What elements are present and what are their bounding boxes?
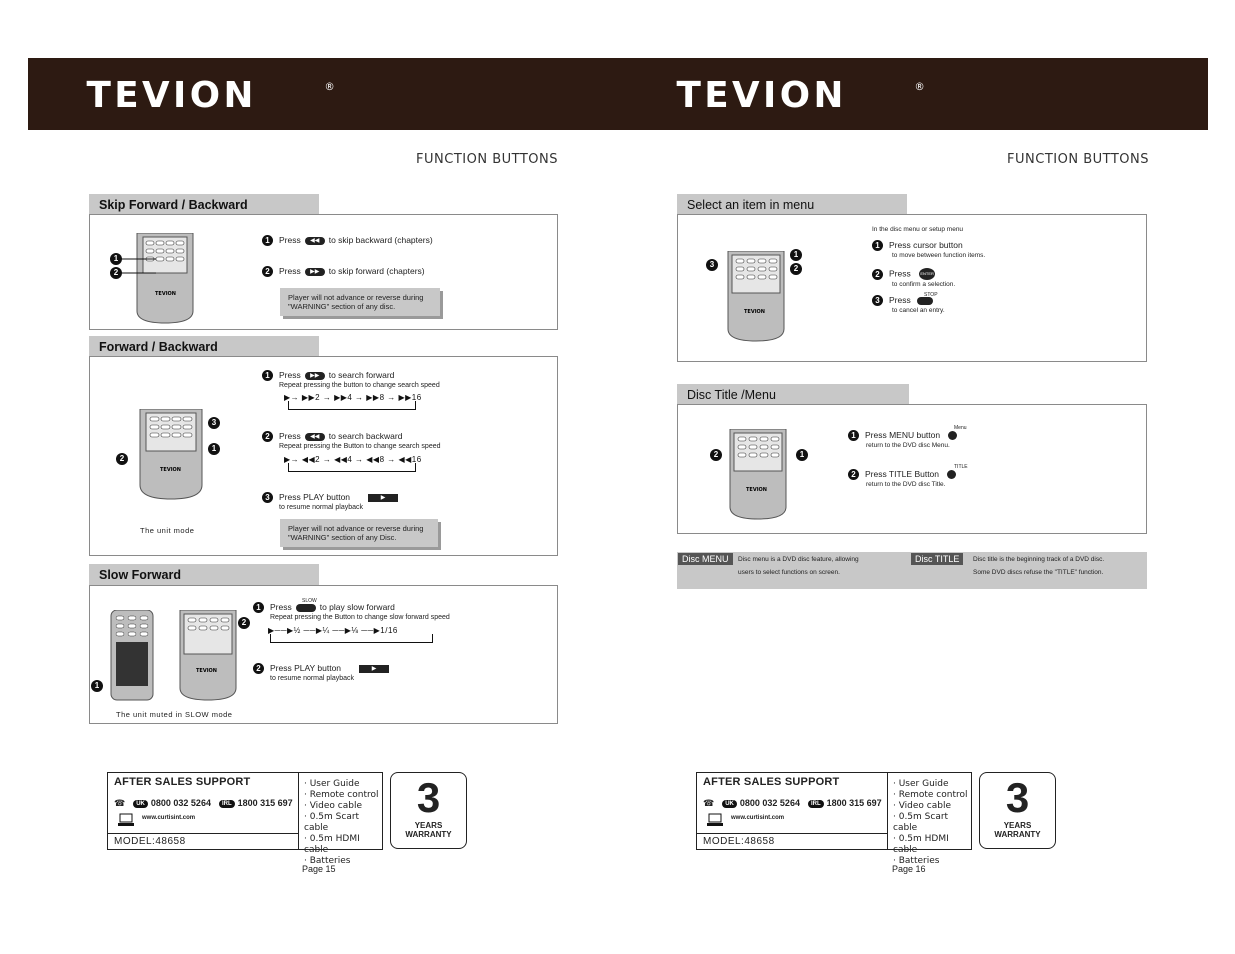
logo-text: TEVION <box>676 78 847 112</box>
support-phones: ☎ UK 0800 032 5264 IRL 1800 315 697 <box>703 798 882 808</box>
page-title: FUNCTION BUTTONS <box>416 152 558 167</box>
fwd-step-2: 2 Press ◀◀ to search backward Repeat pressing the Button to change search speed <box>262 431 441 452</box>
svg-text:®: ® <box>324 81 335 93</box>
model-number: MODEL:48658 <box>114 836 186 847</box>
loop-arrow <box>288 401 416 410</box>
skip-step-1: 1 Press ◀◀ to skip backward (chapters) <box>262 235 433 246</box>
support-phones: ☎ UK 0800 032 5264 IRL 1800 315 697 <box>114 798 293 808</box>
slow-mode-caption: The unit muted in SLOW mode <box>116 710 233 719</box>
phone-icon: ☎ <box>703 798 715 808</box>
remote-illustration <box>728 429 788 521</box>
fwd-step-1: 1 Press ▶▶ to search forward Repeat pressing the button to change search speed <box>262 370 440 391</box>
callout-1: 1 <box>796 449 808 461</box>
remote-illustration <box>726 251 786 343</box>
callout-3: 3 <box>706 259 718 271</box>
section-title-fwd: Forward / Backward <box>89 336 319 358</box>
remote-illustration <box>138 409 204 501</box>
tevion-logo <box>654 78 954 112</box>
fast-backward-icon: ◀◀ <box>305 433 325 441</box>
select-section <box>677 214 1147 362</box>
support-title: AFTER SALES SUPPORT <box>703 776 840 788</box>
loop-arrow <box>270 634 433 643</box>
disc-title-tag: Disc TITLE <box>911 553 963 565</box>
svg-text:TEVION: TEVION <box>744 309 765 315</box>
mode-caption: The unit mode <box>140 526 195 535</box>
callout-1: 1 <box>208 443 220 455</box>
callout-1: 1 <box>110 253 122 265</box>
phone-icon: ☎ <box>114 798 126 808</box>
computer-icon <box>118 813 134 827</box>
remote-full-illustration <box>110 610 154 702</box>
title-menu-section <box>677 404 1147 534</box>
play-icon: ▶ <box>359 665 389 673</box>
skip-forward-icon: ▶▶ <box>305 268 325 276</box>
callout-2: 2 <box>116 453 128 465</box>
package-contents: · User Guide · Remote control · Video cable · 0.5m Scart cable · 0.5m HDMI cable · Batteries <box>893 779 968 866</box>
fast-forward-icon: ▶▶ <box>305 372 325 380</box>
section-title-skip: Skip Forward / Backward <box>89 194 319 216</box>
callout-3: 3 <box>208 417 220 429</box>
title-button-label: TITLE <box>954 464 968 470</box>
slow-button-label: SLOW <box>302 598 317 604</box>
forward-speed-sequence: ▶→ ▶▶2 → ▶▶4 → ▶▶8 → ▶▶16 <box>284 393 422 402</box>
loop-arrow <box>288 463 416 472</box>
tevion-logo <box>64 78 364 112</box>
model-number: MODEL:48658 <box>703 836 775 847</box>
skip-section <box>89 214 558 330</box>
fwd-section <box>89 356 558 556</box>
callout-1: 1 <box>790 249 802 261</box>
skip-back-icon: ◀◀ <box>305 237 325 245</box>
page-title: FUNCTION BUTTONS <box>1007 152 1149 167</box>
callout-2: 2 <box>238 617 250 629</box>
after-sales-support <box>107 772 383 866</box>
slow-section <box>89 585 558 724</box>
play-icon: ▶ <box>368 494 398 502</box>
svg-text:TEVION: TEVION <box>746 487 767 493</box>
stop-button-label: STOP <box>924 292 938 298</box>
disc-title-definition: Disc title is the beginning track of a DVD disc. Some DVD discs refuse the "TITLE" function. <box>973 556 1105 576</box>
support-website: www.curtisint.com <box>731 815 785 821</box>
support-website: www.curtisint.com <box>142 815 196 821</box>
remote-illustration <box>135 233 195 325</box>
slow-speed-sequence: ▶──▶½ ──▶¼ ──▶⅛ ──▶1/16 <box>268 626 398 635</box>
after-sales-support <box>696 772 972 866</box>
menu-button-label: Menu <box>954 425 967 431</box>
fwd-warning-note: Player will not advance or reverse during "WARNING" section of any Disc. <box>280 519 438 547</box>
remote-illustration <box>178 610 238 702</box>
callout-2: 2 <box>710 449 722 461</box>
skip-warning-note: Player will not advance or reverse during "WARNING" section of any disc. <box>280 288 440 316</box>
page-16 <box>618 0 1235 954</box>
callout-leaders <box>122 257 162 275</box>
page-number: Page 15 <box>302 864 336 874</box>
skip-step-2: 2 Press ▶▶ to skip forward (chapters) <box>262 266 425 277</box>
section-title-slow: Slow Forward <box>89 564 319 586</box>
logo-text: TEVION <box>86 78 257 112</box>
select-intro: In the disc menu or setup menu <box>872 226 964 233</box>
section-title-title-menu: Disc Title /Menu <box>677 384 909 406</box>
fwd-step-3: 3 Press PLAY button ▶ to resume normal playback <box>262 492 398 513</box>
section-title-select: Select an item in menu <box>677 194 907 216</box>
svg-text:TEVION: TEVION <box>160 467 181 473</box>
select-step-3: STOP 3 Press to cancel an entry. <box>872 295 945 316</box>
select-step-1: 1 Press cursor button to move between function items. <box>872 240 985 261</box>
package-contents: · User Guide · Remote control · Video cable · 0.5m Scart cable · 0.5m HDMI cable · Batteries <box>304 779 379 866</box>
brand-banner <box>28 58 619 130</box>
svg-text:TEVION: TEVION <box>196 668 217 674</box>
warranty-badge: 3 YEARS WARRANTY <box>979 772 1056 849</box>
title-step-2: TITLE 2 Press TITLE Button return to the DVD disc Title. <box>848 469 956 490</box>
disc-menu-tag: Disc MENU <box>678 553 733 565</box>
support-title: AFTER SALES SUPPORT <box>114 776 251 788</box>
warranty-badge: 3 YEARS WARRANTY <box>390 772 467 849</box>
title-step-1: Menu 1 Press MENU button return to the DVD disc Menu. <box>848 430 957 451</box>
enter-button-icon: ENTER <box>919 268 935 280</box>
select-step-2: 2 Press ENTER to confirm a selection. <box>872 268 955 290</box>
callout-2: 2 <box>790 263 802 275</box>
callout-1: 1 <box>91 680 103 692</box>
callout-2: 2 <box>110 267 122 279</box>
disc-menu-definition: Disc menu is a DVD disc feature, allowing users to select functions on screen. <box>738 556 859 576</box>
backward-speed-sequence: ▶→ ◀◀2 → ◀◀4 → ◀◀8 → ◀◀16 <box>284 455 422 464</box>
page-number: Page 16 <box>892 864 926 874</box>
slow-step-2: 2 Press PLAY button ▶ to resume normal playback <box>253 663 389 684</box>
brand-banner <box>618 58 1208 130</box>
svg-text:®: ® <box>914 81 925 93</box>
definitions-bar <box>677 552 1147 589</box>
svg-text:TEVION: TEVION <box>155 291 176 297</box>
slow-step-1: SLOW 1 Press to play slow forward Repeat pressing the Button to change slow forward speed <box>253 602 450 623</box>
computer-icon <box>707 813 723 827</box>
